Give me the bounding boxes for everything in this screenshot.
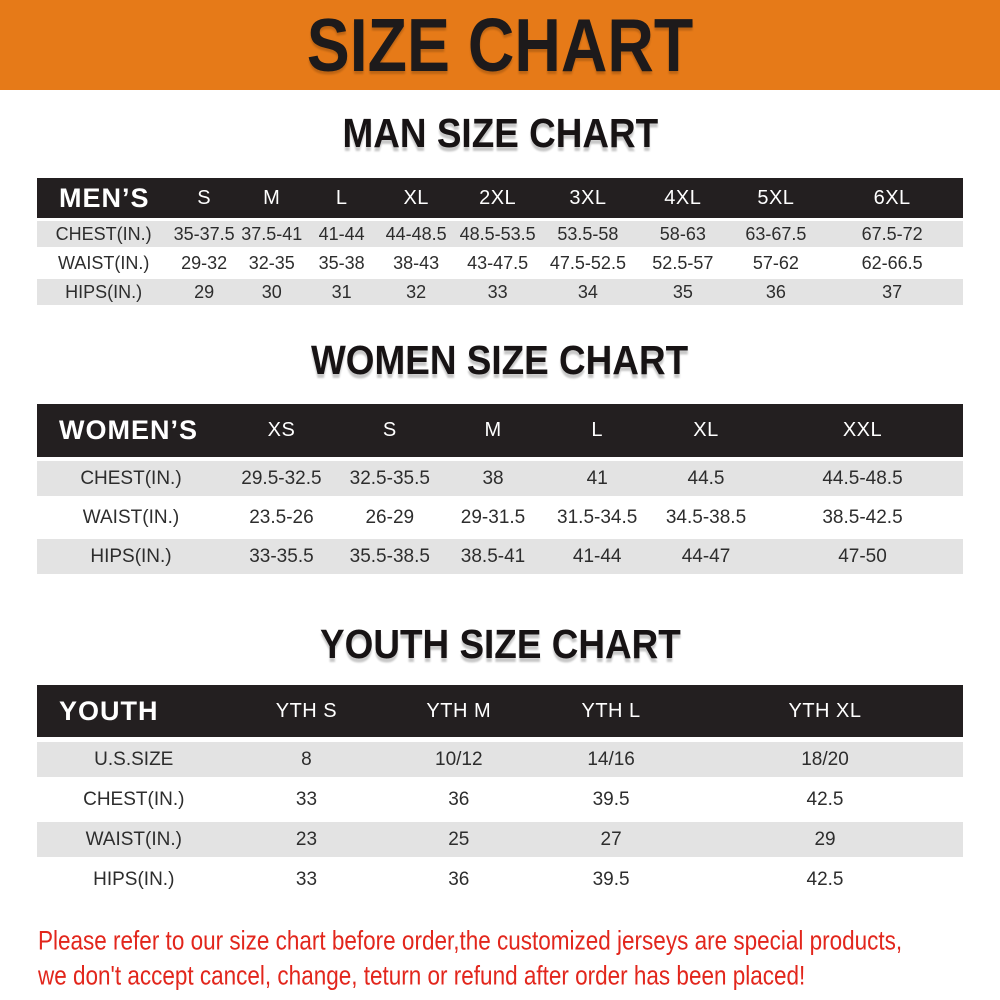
youth-value-cell: 42.5 xyxy=(687,862,963,897)
youth-value-cell: 27 xyxy=(535,822,687,857)
youth-size-header-cell: YTH S xyxy=(231,685,383,737)
men-size-header-cell: 2XL xyxy=(455,178,541,218)
youth-value-cell: 25 xyxy=(382,822,535,857)
men-value-cell: 34 xyxy=(541,279,635,305)
women-value-cell: 23.5-26 xyxy=(225,500,338,535)
youth-value-cell: 18/20 xyxy=(687,742,963,777)
banner xyxy=(0,0,1000,90)
men-size-header-cell: 4XL xyxy=(635,178,730,218)
women-value-cell: 29.5-32.5 xyxy=(225,461,338,496)
men-value-cell: 30 xyxy=(238,279,306,305)
youth-header-row xyxy=(37,685,963,737)
men-value-cell: 35 xyxy=(635,279,730,305)
youth-value-cell: 36 xyxy=(382,862,535,897)
men-section xyxy=(0,111,1000,308)
women-size-header-cell: S xyxy=(338,404,442,457)
youth-size-header-cell: YTH L xyxy=(535,685,687,737)
men-size-header-cell: 6XL xyxy=(821,178,963,218)
women-table-title-cell: WOMEN’S xyxy=(37,404,225,457)
women-value-cell: 35.5-38.5 xyxy=(338,539,442,574)
men-table-row xyxy=(37,250,963,276)
men-value-cell: 52.5-57 xyxy=(635,250,730,276)
men-value-cell: 38-43 xyxy=(378,250,455,276)
men-value-cell: 58-63 xyxy=(635,221,730,247)
youth-value-cell: 8 xyxy=(231,742,383,777)
youth-row-label-cell: WAIST(IN.) xyxy=(37,822,231,857)
youth-size-table xyxy=(37,680,963,902)
men-size-header-cell: L xyxy=(306,178,378,218)
youth-value-cell: 36 xyxy=(382,782,535,817)
men-size-header-cell: S xyxy=(170,178,238,218)
youth-value-cell: 42.5 xyxy=(687,782,963,817)
women-size-header-cell: XXL xyxy=(762,404,963,457)
women-value-cell: 33-35.5 xyxy=(225,539,338,574)
women-size-header-cell: XL xyxy=(650,404,762,457)
men-value-cell: 33 xyxy=(455,279,541,305)
men-size-header-cell: M xyxy=(238,178,306,218)
page-title: SIZE CHART xyxy=(306,2,694,88)
order-disclaimer xyxy=(38,924,1000,994)
men-value-cell: 63-67.5 xyxy=(731,221,822,247)
youth-value-cell: 10/12 xyxy=(382,742,535,777)
women-value-cell: 38.5-42.5 xyxy=(762,500,963,535)
men-value-cell: 67.5-72 xyxy=(821,221,963,247)
men-value-cell: 35-37.5 xyxy=(170,221,238,247)
men-table-row xyxy=(37,221,963,247)
men-value-cell: 35-38 xyxy=(306,250,378,276)
disclaimer-line-2-text: we don't accept cancel, change, teturn or refund after order has been placed! xyxy=(38,960,806,992)
women-value-cell: 44-47 xyxy=(650,539,762,574)
disclaimer-line-1-text: Please refer to our size chart before order,the customized jerseys are special products, xyxy=(38,925,903,957)
men-value-cell: 37.5-41 xyxy=(238,221,306,247)
men-section-heading xyxy=(0,111,1000,155)
men-value-cell: 43-47.5 xyxy=(455,250,541,276)
men-header-row xyxy=(37,178,963,218)
women-section xyxy=(0,338,1000,578)
women-value-cell: 47-50 xyxy=(762,539,963,574)
youth-value-cell: 33 xyxy=(231,862,383,897)
youth-table-title-cell: YOUTH xyxy=(37,685,231,737)
disclaimer-line-2 xyxy=(38,959,1000,994)
men-table-title-cell: MEN’S xyxy=(37,178,170,218)
disclaimer-line-1 xyxy=(38,924,1000,959)
men-size-header-cell: XL xyxy=(378,178,455,218)
men-value-cell: 36 xyxy=(731,279,822,305)
women-size-header-cell: XS xyxy=(225,404,338,457)
women-row-label-cell: CHEST(IN.) xyxy=(37,461,225,496)
youth-value-cell: 39.5 xyxy=(535,862,687,897)
men-size-header-cell: 5XL xyxy=(731,178,822,218)
youth-row-label-cell: U.S.SIZE xyxy=(37,742,231,777)
men-value-cell: 44-48.5 xyxy=(378,221,455,247)
women-size-table xyxy=(37,400,963,578)
men-value-cell: 31 xyxy=(306,279,378,305)
women-row-label-cell: WAIST(IN.) xyxy=(37,500,225,535)
women-value-cell: 26-29 xyxy=(338,500,442,535)
youth-row-label-cell: CHEST(IN.) xyxy=(37,782,231,817)
men-table-row xyxy=(37,279,963,305)
youth-row-label-cell: HIPS(IN.) xyxy=(37,862,231,897)
women-value-cell: 41 xyxy=(544,461,650,496)
youth-size-header-cell: YTH M xyxy=(382,685,535,737)
women-value-cell: 44.5-48.5 xyxy=(762,461,963,496)
women-table-row xyxy=(37,461,963,496)
youth-value-cell: 29 xyxy=(687,822,963,857)
men-value-cell: 37 xyxy=(821,279,963,305)
women-value-cell: 38.5-41 xyxy=(442,539,545,574)
youth-section-heading-text: YOUTH SIZE CHART xyxy=(319,621,681,667)
women-value-cell: 41-44 xyxy=(544,539,650,574)
men-value-cell: 53.5-58 xyxy=(541,221,635,247)
women-value-cell: 38 xyxy=(442,461,545,496)
men-value-cell: 57-62 xyxy=(731,250,822,276)
women-table-row xyxy=(37,500,963,535)
men-value-cell: 41-44 xyxy=(306,221,378,247)
men-value-cell: 29 xyxy=(170,279,238,305)
men-size-header-cell: 3XL xyxy=(541,178,635,218)
youth-value-cell: 33 xyxy=(231,782,383,817)
women-header-row xyxy=(37,404,963,457)
women-table-row xyxy=(37,539,963,574)
youth-table-row xyxy=(37,862,963,897)
youth-section xyxy=(0,622,1000,902)
men-row-label-cell: WAIST(IN.) xyxy=(37,250,170,276)
women-section-heading xyxy=(0,338,1000,382)
women-value-cell: 31.5-34.5 xyxy=(544,500,650,535)
women-row-label-cell: HIPS(IN.) xyxy=(37,539,225,574)
men-size-table xyxy=(37,175,963,308)
men-value-cell: 47.5-52.5 xyxy=(541,250,635,276)
men-section-heading-text: MAN SIZE CHART xyxy=(342,110,658,156)
women-size-header-cell: L xyxy=(544,404,650,457)
youth-table-row xyxy=(37,782,963,817)
women-section-heading-text: WOMEN SIZE CHART xyxy=(311,337,689,383)
women-value-cell: 29-31.5 xyxy=(442,500,545,535)
youth-size-header-cell: YTH XL xyxy=(687,685,963,737)
women-value-cell: 32.5-35.5 xyxy=(338,461,442,496)
men-row-label-cell: HIPS(IN.) xyxy=(37,279,170,305)
men-value-cell: 29-32 xyxy=(170,250,238,276)
women-size-header-cell: M xyxy=(442,404,545,457)
men-value-cell: 48.5-53.5 xyxy=(455,221,541,247)
youth-value-cell: 14/16 xyxy=(535,742,687,777)
youth-value-cell: 23 xyxy=(231,822,383,857)
men-value-cell: 62-66.5 xyxy=(821,250,963,276)
men-row-label-cell: CHEST(IN.) xyxy=(37,221,170,247)
women-value-cell: 34.5-38.5 xyxy=(650,500,762,535)
youth-section-heading xyxy=(0,622,1000,666)
men-value-cell: 32-35 xyxy=(238,250,306,276)
youth-table-row xyxy=(37,822,963,857)
men-value-cell: 32 xyxy=(378,279,455,305)
youth-table-row xyxy=(37,742,963,777)
women-value-cell: 44.5 xyxy=(650,461,762,496)
youth-value-cell: 39.5 xyxy=(535,782,687,817)
